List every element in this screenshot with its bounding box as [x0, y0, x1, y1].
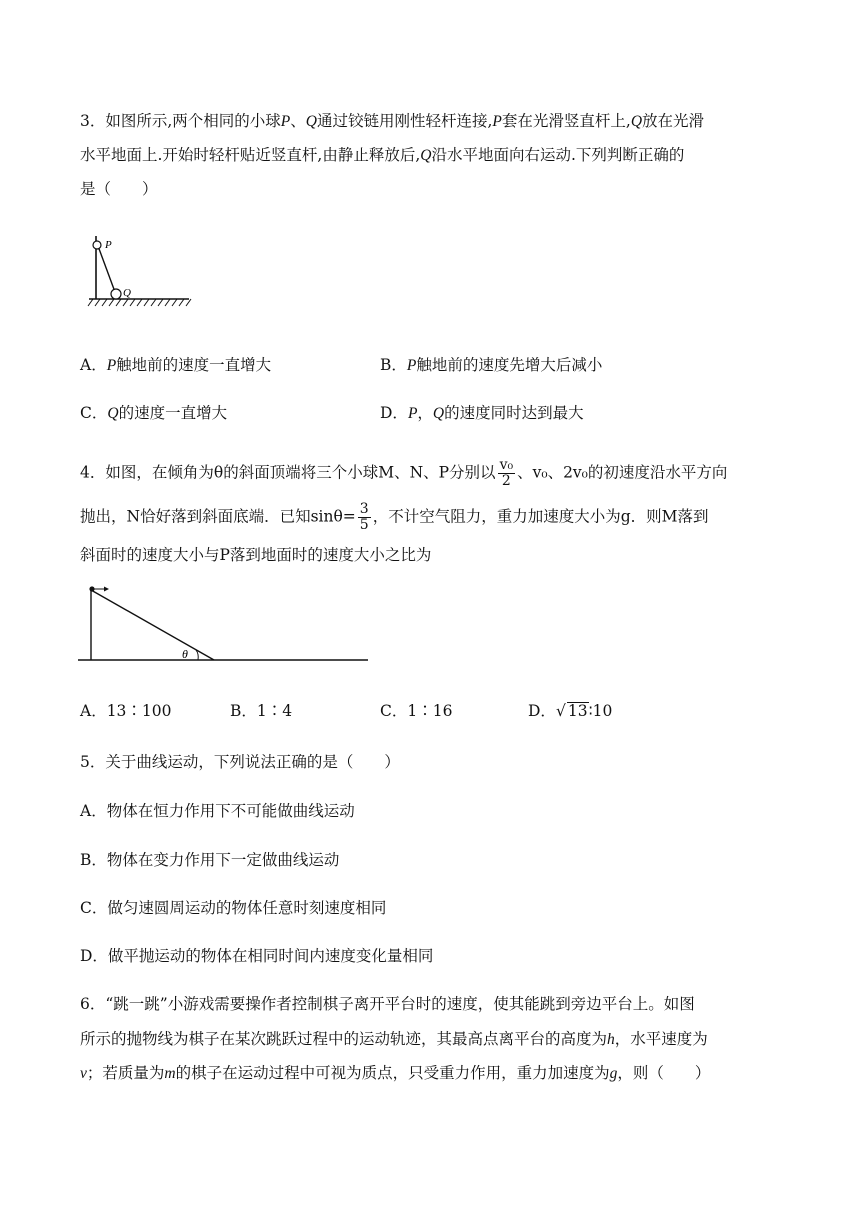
fraction-3-over-5	[358, 502, 371, 533]
fraction-denominator: 5	[359, 517, 369, 533]
variable-p: P	[407, 405, 418, 422]
variable-q: Q	[107, 405, 119, 422]
text-fragment: 通过铰链用刚性轻杆连接,	[316, 112, 493, 130]
variable-m: m	[164, 1065, 176, 1082]
text-fragment: 套在光滑竖直杆上,	[501, 112, 631, 130]
option-text: 触地前的速度一直增大	[116, 356, 272, 374]
option-text: 的速度同时达到最大	[444, 404, 584, 422]
q4-option-d[interactable]: D．√ 13∶10	[528, 702, 613, 720]
q4-option-a[interactable]: A．13∶100	[80, 702, 172, 720]
figure-label-q: Q	[123, 287, 131, 299]
variable-p: P	[492, 113, 502, 130]
q5-option-a[interactable]: A．物体在恒力作用下不可能做曲线运动	[80, 802, 355, 820]
q4-option-c[interactable]: C．1∶16	[380, 702, 453, 720]
q4-figure-incline	[78, 580, 373, 670]
option-letter: D．	[528, 702, 556, 720]
option-text: ∶10	[588, 702, 613, 720]
text-fragment: ，不计空气阻力，重力加速度大小为g．则M落到	[372, 507, 709, 526]
q4-stem-line3: 斜面时的速度大小与P落到地面时的速度大小之比为	[80, 546, 432, 564]
q3-option-a[interactable]	[80, 355, 271, 376]
option-letter: C．	[80, 404, 108, 422]
variable-p: P	[106, 357, 117, 374]
variable-q: Q	[432, 405, 445, 422]
variable-h: h	[607, 1031, 615, 1048]
q4-stem-line1	[80, 458, 727, 489]
q4-stem-line2	[80, 502, 709, 533]
figure-label-theta: θ	[182, 647, 188, 661]
text-fragment: 放在光滑	[642, 112, 705, 130]
q6-stem-line2	[80, 1029, 708, 1050]
text-fragment: 、v₀、2v₀的初速度沿水平方向	[517, 463, 728, 482]
text-fragment: 的棋子在运动过程中可视为质点，只受重力作用，重力加速度为	[175, 1064, 610, 1082]
q6-stem-line3	[80, 1063, 710, 1084]
variable-q: Q	[305, 113, 317, 130]
sqrt-radicand: 13	[567, 702, 588, 720]
q3-option-d[interactable]	[380, 403, 584, 424]
variable-g: g	[609, 1065, 618, 1082]
figure-label-p: P	[105, 239, 112, 251]
variable-q: Q	[420, 147, 432, 164]
variable-p: P	[406, 357, 417, 374]
text-fragment: 水平地面上.开始时轻杆贴近竖直杆,由静止释放后,	[80, 146, 421, 164]
variable-q: Q	[630, 113, 643, 130]
text-fragment: 、	[290, 112, 306, 130]
q3-stem-line2	[80, 145, 684, 166]
fraction-denominator: 2	[501, 473, 511, 489]
text-fragment: 3．如图所示,两个相同的小球	[80, 112, 281, 130]
fraction-numerator: 3	[359, 501, 369, 517]
q5-option-c[interactable]: C．做匀速圆周运动的物体任意时刻速度相同	[80, 899, 387, 917]
text-fragment: ，水平速度为	[614, 1030, 708, 1048]
option-text: 触地前的速度先增大后减小	[416, 356, 603, 374]
text-fragment: 抛出，N恰好落到斜面底端．已知sinθ=	[80, 507, 356, 526]
q3-stem-line3: 是（ ）	[80, 180, 158, 198]
q5-stem: 5．关于曲线运动，下列说法正确的是（ ）	[80, 753, 400, 771]
variable-p: P	[280, 113, 291, 130]
q5-option-b[interactable]: B．物体在变力作用下一定做曲线运动	[80, 851, 340, 869]
q3-figure-rod-balls	[85, 232, 195, 308]
option-letter: D．	[380, 404, 408, 422]
q5-option-d[interactable]: D．做平抛运动的物体在相同时间内速度变化量相同	[80, 947, 434, 965]
text-fragment: 4．如图，在倾角为θ的斜面顶端将三个小球M、N、P分别以	[80, 463, 496, 482]
option-letter: B．	[380, 356, 407, 374]
text-fragment: 所示的抛物线为棋子在某次跳跃过程中的运动轨迹，其最高点离平台的高度为	[80, 1030, 608, 1048]
q3-option-c[interactable]	[80, 403, 227, 424]
q6-stem-line1: 6．“跳一跳”小游戏需要操作者控制棋子离开平台时的速度，使其能跳到旁边平台上。如图	[80, 995, 695, 1013]
text-fragment: ，则（ ）	[617, 1064, 711, 1082]
text-fragment: ；若质量为	[86, 1064, 165, 1082]
q4-option-b[interactable]: B．1∶4	[230, 702, 293, 720]
option-text: 的速度一直增大	[118, 404, 228, 422]
variable-v: v	[80, 1065, 87, 1082]
text-fragment: 沿水平地面向右运动.下列判断正确的	[431, 146, 685, 164]
fraction-v0-over-2	[498, 458, 516, 489]
q3-stem-line1	[80, 111, 704, 132]
text-fragment: ，	[417, 404, 433, 422]
q3-option-b[interactable]	[380, 355, 602, 376]
fraction-numerator: v₀	[499, 457, 514, 473]
option-letter: A．	[80, 356, 107, 374]
